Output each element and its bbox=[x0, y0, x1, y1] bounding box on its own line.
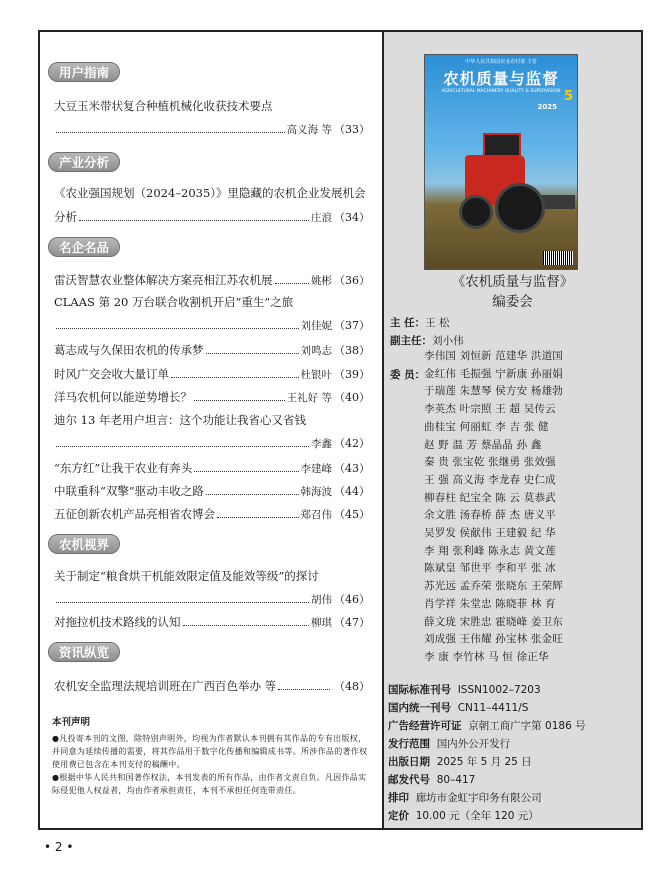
info-ad-license bbox=[388, 718, 586, 735]
info-key: 广告经营许可证 bbox=[388, 720, 462, 732]
toc-entry[interactable] bbox=[54, 678, 370, 695]
committee-members bbox=[424, 348, 636, 667]
entry-title: 雷沃智慧农业整体解决方案亮相江苏农机展 bbox=[54, 273, 273, 287]
info-value: CN11–4411/S bbox=[457, 702, 529, 714]
leader-dots bbox=[217, 517, 299, 518]
toc-entry[interactable] bbox=[54, 412, 370, 452]
entry-title: 大豆玉米带状复合种植机械化收获技术要点 bbox=[54, 99, 273, 113]
tractor-rear-wheel bbox=[495, 183, 545, 233]
member-line: 李英杰 叶宗照 王 超 吴传云 bbox=[424, 403, 556, 416]
leader-dots bbox=[171, 377, 299, 378]
info-value: 2025 年 5 月 25 日 bbox=[436, 756, 532, 768]
member-line: 金红伟 毛振强 宁新康 孙丽娟 bbox=[424, 367, 564, 380]
member-line: 李 康 李竹林 马 恒 徐正华 bbox=[424, 650, 549, 663]
entry-title: CLAAS 第 20 万台联合收割机开启“重生”之旅 bbox=[54, 295, 294, 309]
entry-page: （39） bbox=[334, 368, 370, 381]
info-value: 廊坊市金虹宇印务有限公司 bbox=[415, 792, 542, 804]
member-line: 吴罗发 侯献伟 王建毅 纪 华 bbox=[424, 527, 556, 540]
entry-page: （45） bbox=[334, 508, 370, 521]
entry-title: 对拖拉机技术路线的认知 bbox=[54, 615, 181, 629]
entry-page: （34） bbox=[334, 211, 370, 224]
entry-title: 关于制定“粮食烘干机能效限定值及能效等级”的探讨 bbox=[54, 569, 319, 583]
info-key: 国际标准刊号 bbox=[388, 684, 451, 696]
section-header-user-guide: 用户指南 bbox=[48, 62, 120, 82]
entry-author: 姚彬 bbox=[311, 275, 332, 287]
leader-dots bbox=[183, 625, 310, 626]
leader-dots bbox=[206, 353, 299, 354]
entry-page: （38） bbox=[334, 344, 370, 357]
members-label: 委 员： bbox=[390, 369, 426, 381]
entry-title: 中联重科“双擎”驱动丰收之路 bbox=[54, 484, 204, 498]
member-line: 余文胜 汤春桥 薛 杰 唐义平 bbox=[424, 509, 556, 522]
entry-author: 郑召伟 bbox=[300, 509, 332, 521]
cover-title: 农机质量与监督 bbox=[443, 70, 559, 88]
entry-page: （40） bbox=[334, 391, 370, 404]
info-printer bbox=[388, 790, 542, 807]
info-key: 排印 bbox=[388, 792, 409, 804]
magazine-cover-image bbox=[424, 54, 578, 270]
toc-entry[interactable] bbox=[54, 483, 370, 500]
entry-title: 迪尔 13 年老用户坦言：这个功能让我省心又省钱 bbox=[54, 413, 306, 427]
toc-entry[interactable] bbox=[54, 294, 370, 334]
member-line: 王 强 高义海 李龙春 史仁成 bbox=[424, 473, 556, 486]
leader-dots bbox=[194, 471, 298, 472]
member-line: 苏光远 孟乔荣 张晓东 王荣辉 bbox=[424, 580, 564, 593]
toc-entry[interactable] bbox=[54, 614, 370, 631]
entry-author: 胡伟 bbox=[311, 594, 332, 606]
info-value: ISSN1002–7203 bbox=[457, 684, 541, 696]
entry-author: 李建峰 bbox=[300, 463, 332, 475]
leader-dots bbox=[194, 400, 285, 401]
tractor-front-wheel bbox=[459, 195, 493, 229]
toc-entry[interactable] bbox=[54, 389, 370, 406]
info-issn bbox=[388, 682, 541, 699]
info-cn bbox=[388, 700, 528, 717]
entry-title: 时风广交会收大量订单 bbox=[54, 367, 169, 381]
members-label-row bbox=[390, 366, 425, 384]
leader-dots bbox=[275, 283, 310, 284]
info-value: 京朝工商广字第 0186 号 bbox=[468, 720, 586, 732]
table-of-contents bbox=[40, 32, 382, 828]
leader-dots bbox=[278, 689, 330, 690]
toc-entry[interactable] bbox=[54, 366, 370, 383]
entry-author: 刘佳妮 bbox=[300, 320, 332, 332]
entry-author: 韩海波 bbox=[300, 486, 332, 498]
member-line: 柳春柱 纪宝全 陈 云 莫恭武 bbox=[424, 491, 556, 504]
entry-title: 洋马农机何以能逆势增长？ bbox=[54, 390, 192, 404]
info-value: 80–417 bbox=[436, 774, 476, 786]
member-line: 于瑞莲 朱慧琴 侯方安 杨雄勃 bbox=[424, 385, 564, 398]
info-key: 定价 bbox=[388, 810, 409, 822]
info-distribution bbox=[388, 736, 510, 753]
member-line: 陈斌皇 邹世平 李和平 张 冰 bbox=[424, 562, 556, 575]
info-key: 出版日期 bbox=[388, 756, 430, 768]
barcode-icon bbox=[543, 251, 573, 265]
cover-year: 2025 bbox=[537, 103, 557, 111]
entry-page: （36） bbox=[334, 274, 370, 287]
statement-paragraph-2: ●根据中华人民共和国著作权法，本刊发表的所有作品，由作者文责自负。凡因作品实际侵犯他人权益者，均由作者承担责任，本刊不承担任何连带责任。 bbox=[52, 773, 367, 795]
statement-paragraph-1: ●凡投寄本刊的文图，除特别声明外，均视为作者默认本刊拥有其作品的专有出版权，并同意为延续传播的需要，将其作品用于数字化传播和编辑成书等。所涉作品的著作权使用费已包含在本刊支付的稿酬中。 bbox=[52, 734, 368, 769]
toc-entry[interactable] bbox=[54, 460, 370, 477]
info-publish-date bbox=[388, 754, 532, 771]
page-number: • 2 • bbox=[44, 840, 74, 854]
info-price bbox=[388, 808, 539, 825]
section-header-famous-brands: 名企名品 bbox=[48, 237, 120, 257]
entry-author: 柳琪 bbox=[311, 617, 332, 629]
toc-entry[interactable] bbox=[54, 185, 370, 226]
entry-author: 杜银叶 bbox=[300, 369, 332, 381]
info-value: 国内外公开发行 bbox=[436, 738, 511, 750]
info-key: 邮发代号 bbox=[388, 774, 430, 786]
entry-author: 刘鸣志 bbox=[300, 345, 332, 357]
section-header-machinery-vision: 农机视界 bbox=[48, 534, 120, 554]
chief-label: 主 任： bbox=[390, 317, 426, 329]
entry-title: “东方红”让我干农业有奔头 bbox=[54, 461, 193, 475]
info-value: 10.00 元（全年 120 元） bbox=[415, 810, 539, 822]
info-key: 国内统一刊号 bbox=[388, 702, 451, 714]
member-line: 刘成强 王伟耀 孙宝林 张金旺 bbox=[424, 633, 564, 646]
vice-label: 副主任： bbox=[390, 335, 432, 347]
entry-page: （47） bbox=[334, 616, 370, 629]
committee-heading: 编委会 bbox=[492, 294, 533, 310]
leader-dots bbox=[79, 220, 309, 221]
section-header-news-overview: 资讯纵览 bbox=[48, 642, 120, 662]
statement-title: 本刊声明 bbox=[52, 717, 91, 728]
entry-title: 五征创新农机产品亮相省农博会 bbox=[54, 507, 215, 521]
member-line: 肖学祥 朱堂忠 陈晓菲 林 育 bbox=[424, 597, 556, 610]
entry-author: 李鑫 bbox=[311, 438, 332, 450]
entry-title-continued: 分析 bbox=[54, 210, 77, 224]
member-line: 李 翔 张利峰 陈永志 黄文莲 bbox=[424, 544, 556, 557]
journal-statement bbox=[52, 714, 374, 797]
leader-dots bbox=[206, 494, 299, 495]
entry-title: 《农业强国规划（2024–2035）》里隐藏的农机企业发展机会 bbox=[54, 186, 366, 200]
entry-page: （43） bbox=[334, 462, 370, 475]
chief-row bbox=[390, 314, 450, 332]
entry-page: （33） bbox=[334, 123, 370, 136]
entry-page: （42） bbox=[334, 437, 370, 450]
section-header-industry-analysis: 产业分析 bbox=[48, 152, 120, 172]
cover-issue: 5 bbox=[563, 89, 573, 104]
member-line: 赵 野 温 芳 蔡晶晶 孙 鑫 bbox=[424, 438, 542, 451]
leader-dots bbox=[56, 328, 299, 329]
member-line: 秦 贵 张宝乾 张继勇 张效强 bbox=[424, 456, 556, 469]
toc-entry[interactable] bbox=[54, 98, 370, 138]
member-line: 李伟国 刘恒新 范建华 洪道国 bbox=[424, 350, 564, 362]
entry-page: （37） bbox=[334, 319, 370, 332]
entry-page: （44） bbox=[334, 485, 370, 498]
info-key: 发行范围 bbox=[388, 738, 430, 750]
journal-title: 《农机质量与监督》 bbox=[451, 274, 574, 290]
entry-page: （46） bbox=[334, 593, 370, 606]
member-line: 薛文珑 宋胜忠 霍晓峰 姜卫东 bbox=[424, 615, 564, 628]
info-postal-code bbox=[388, 772, 475, 789]
entry-title: 农机安全监理法规培训班在广西百色举办 等 bbox=[54, 679, 277, 693]
entry-title: 葛志成与久保田农机的传承梦 bbox=[54, 343, 204, 357]
cover-subtitle: AGRICULTURAL MACHINERY QUALITY & SUPERVISION bbox=[441, 89, 561, 94]
editorial-panel bbox=[384, 32, 641, 828]
entry-author: 王礼好 等 bbox=[286, 392, 332, 404]
chief-name: 王 松 bbox=[425, 317, 450, 329]
leader-dots bbox=[56, 446, 309, 447]
entry-author: 庄浪 bbox=[311, 212, 332, 224]
member-line: 曲桂宝 何丽虹 李 吉 张 健 bbox=[424, 420, 549, 433]
entry-author: 高义海 等 bbox=[286, 124, 332, 136]
vice-name: 刘小伟 bbox=[432, 335, 464, 347]
entry-page: （48） bbox=[334, 680, 370, 693]
toc-entry[interactable] bbox=[54, 506, 370, 523]
toc-entry[interactable] bbox=[54, 568, 370, 608]
cover-publisher: 中华人民共和国农业农村部 主管 bbox=[465, 59, 537, 65]
toc-entry[interactable] bbox=[54, 342, 370, 359]
leader-dots bbox=[56, 132, 285, 133]
leader-dots bbox=[56, 602, 309, 603]
toc-entry[interactable] bbox=[54, 272, 370, 289]
